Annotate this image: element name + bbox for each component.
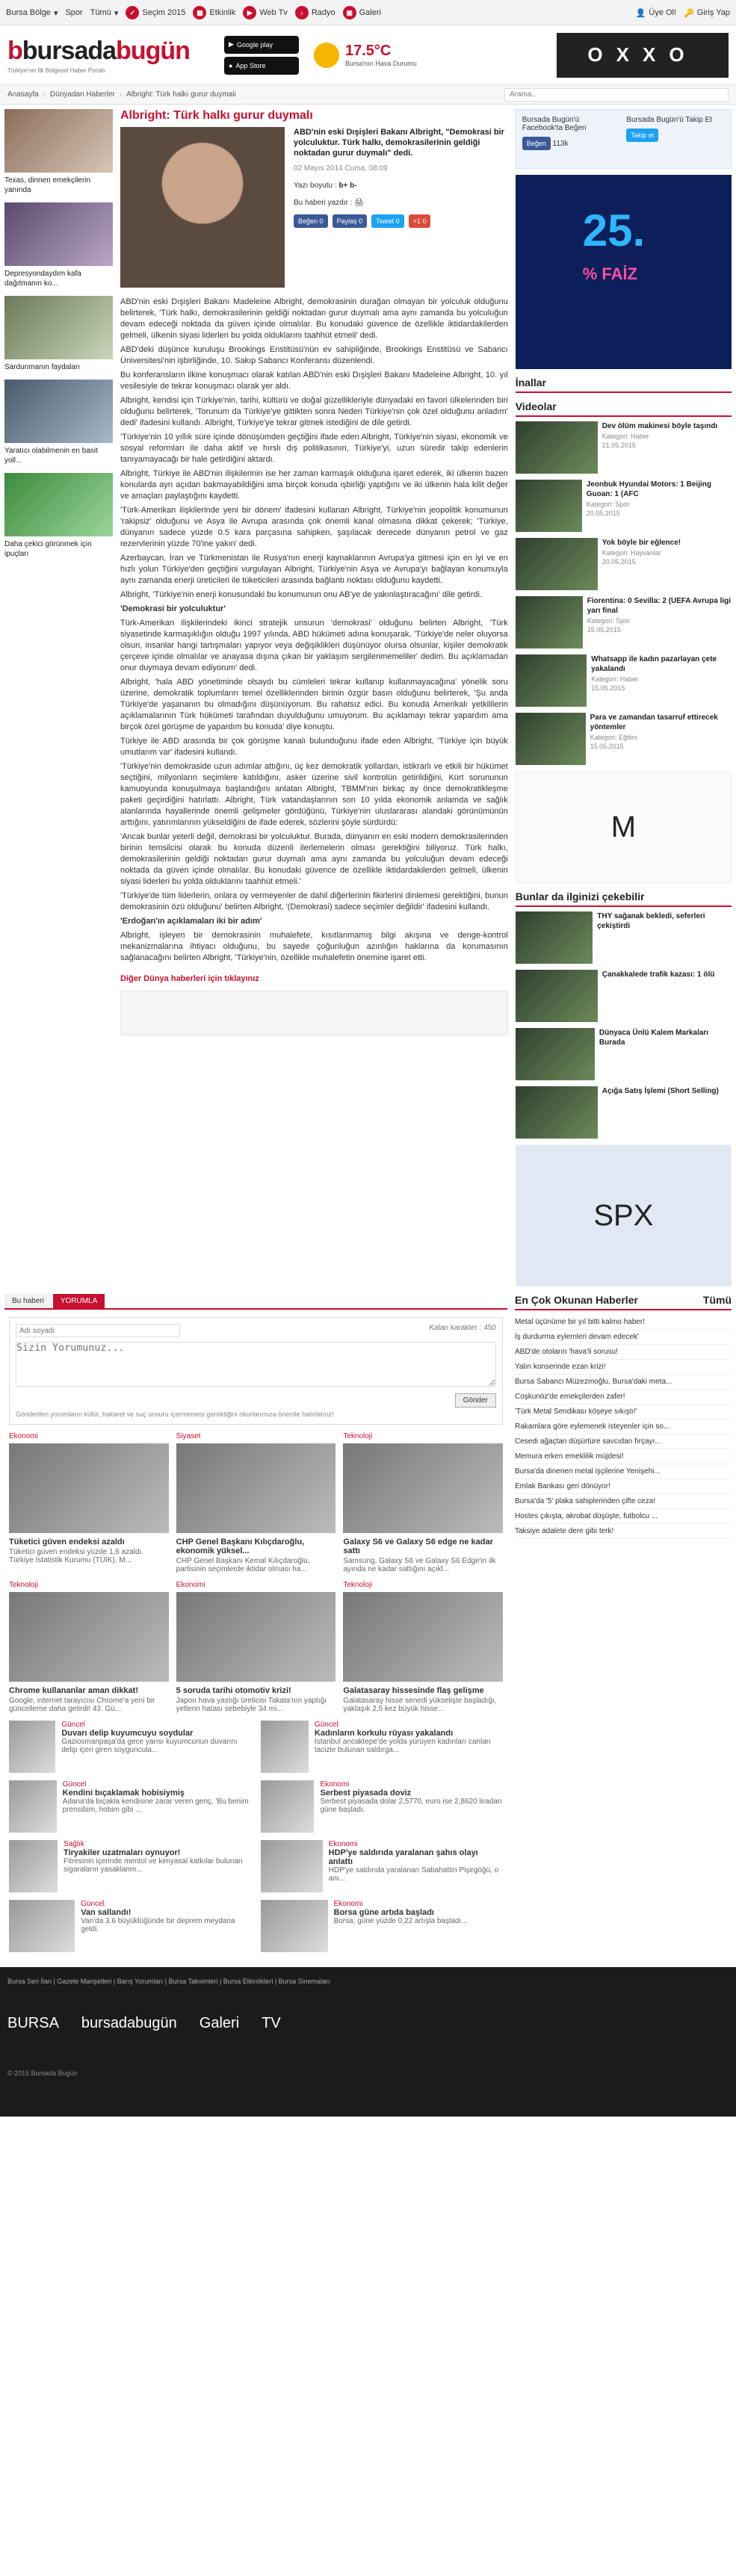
signup-link[interactable]: 👤 Üye Ol!: [635, 8, 677, 18]
section-inallar: İnallar: [516, 377, 732, 393]
news-card[interactable]: Teknoloji Galaxy S6 ve Galaxy S6 edge ne kadar sattı Samsung, Galaxy S6 ve Galaxy S6 Edge'in ilk ayında ne kadar sattığını açıkl...: [343, 1432, 503, 1573]
most-read-item[interactable]: Bursa'da dinenen metal işçilerine Yenişehi...: [515, 1464, 732, 1479]
news-thumbnail: [4, 202, 113, 266]
most-read-list: [515, 1287, 732, 1952]
most-read-item[interactable]: Metal üçünüme bir yıl bitti kalmo haber!: [515, 1315, 732, 1330]
video-item[interactable]: Fiorentina: 0 Sevilla: 2 (UEFA Avrupa ligi yarı final Kategori: Spor 15.05.2015: [516, 596, 732, 648]
most-read-item[interactable]: Memura erken emeklilik müjdesi!: [515, 1449, 732, 1464]
news-thumbnail: [9, 1780, 57, 1833]
video-item[interactable]: Jeonbuk Hyundai Motors: 1 Beijing Guoan: 1 (AFC Kategori: Spor 20.05.2015: [516, 480, 732, 532]
news-thumbnail: [261, 1900, 328, 1952]
ballot-icon: ✓: [126, 6, 139, 19]
side-news-item[interactable]: Sardunmanın faydaları: [4, 296, 113, 372]
chevron-down-icon: ▾: [114, 8, 119, 18]
sun-icon: [314, 43, 339, 68]
right-sidebar: [516, 109, 732, 1287]
article-title: Albright: Türk halkı gurur duymalı: [120, 109, 313, 122]
facebook-share-button[interactable]: Paylaş 0: [333, 214, 368, 228]
side-news-item[interactable]: Depresyondaydım kafa dağıtmanın ko...: [4, 202, 113, 288]
list-item[interactable]: Güncel Kadınların korkulu rüyası yakalandı İstanbul ancaktepe'de yolda yürüyen kadınları canları tacizle bulunan saldırga...: [261, 1721, 504, 1773]
most-read-item[interactable]: Cesedi ağaçtan düşürtüre savcıdan fırçayı...: [515, 1434, 732, 1449]
search-input[interactable]: [504, 88, 729, 102]
breadcrumb-home[interactable]: Anasayfa: [7, 90, 39, 99]
footer-links[interactable]: Bursa Seri İlan | Gazete Manşetleri | Barış Yorumları | Bursa Takvimleri | Bursa Etkinlikleri | Bursa Sinemaları: [7, 1978, 330, 1985]
suggest-thumbnail: [516, 1086, 598, 1139]
news-thumbnail: [9, 1900, 75, 1952]
nav-webtv[interactable]: ▶ Web Tv: [243, 6, 288, 19]
suggest-item[interactable]: Açığa Satış İşlemi (Short Selling): [516, 1086, 732, 1139]
gallery-icon: ▣: [343, 6, 356, 19]
footer-brand-bursadabugun[interactable]: bursadabugün: [81, 2015, 177, 2031]
social-buttons: [294, 214, 508, 228]
most-read-item[interactable]: İş durdurma eylemleri devam edecek': [515, 1330, 732, 1345]
login-icon: 🔑: [684, 8, 694, 18]
news-card[interactable]: Ekonomi 5 soruda tarihi otomotiv krizi! Japon hava yastığı üreticisi Takata'nın yaptığı yetlerin hatası sebebiyle 34 mi...: [176, 1581, 336, 1713]
side-news-item[interactable]: Texas, dinnen emekçilerin yanında: [4, 109, 113, 195]
suggest-thumbnail: [516, 970, 598, 1022]
sneaker-ad[interactable]: SPX: [516, 1145, 732, 1287]
most-read-item[interactable]: Rakamlara göre eylemenek isteyenler için so...: [515, 1419, 732, 1434]
bank-ad-banner[interactable]: 25. % FAİZ: [516, 175, 732, 369]
footer-brands: [7, 2015, 729, 2032]
top-bar: [0, 0, 736, 25]
comment-form: Adı soyadı Kalan karakter : 450 Sizin Yorumunuz... Gönder Gönderilen yorumların küfür, hakaret ve suç unsuru içermemesi gerektiğini okurlarımıza önemle hatırlatırız!: [9, 1317, 503, 1425]
news-thumbnail: [9, 1443, 169, 1533]
news-thumbnail: [9, 1721, 55, 1773]
most-read-title: En Çok Okunan Haberler: [515, 1294, 638, 1306]
related-link[interactable]: Diğer Dünya haberleri için tıklayınız: [120, 974, 259, 983]
news-thumbnail: [9, 1592, 169, 1682]
most-read-item[interactable]: Coşkunöz'de emekçilerden zafer!: [515, 1390, 732, 1405]
font-increase-button[interactable]: b+: [338, 182, 348, 190]
list-item[interactable]: Güncel Duvarı delip kuyumcuyu soydular Gaziosmanpaşa'da gece yarısı kuyumcunun duvarını delip içeri giren soyguncula...: [9, 1721, 252, 1773]
news-card[interactable]: Teknoloji Chrome kullananlar aman dikkat! Google, internet tarayıcısı Chrome'a yeni bir güncelleme daha getirdi! 43. Gü...: [9, 1581, 169, 1713]
news-list-row: [4, 1780, 507, 1833]
news-thumbnail: [4, 109, 113, 173]
nav-radyo[interactable]: ♪ Radyo: [295, 6, 335, 19]
nav-secim[interactable]: ✓ Seçim 2015: [126, 6, 185, 19]
font-size-control: Yazı boyutu : b+ b-: [294, 182, 357, 190]
news-thumbnail: [261, 1840, 323, 1892]
list-item[interactable]: Ekonomi HDP'ye saldırıda yaralanan şahıs olayı anlattı HDP'ye saldırıda yaralanan Sabahattin Pişirgöğü, o anı...: [261, 1840, 504, 1892]
most-read-item[interactable]: Bursa'da '5' plaka sahiplerinden çifte ceza!: [515, 1494, 732, 1509]
header-ad-banner[interactable]: OXXO: [557, 33, 729, 78]
video-thumbnail: [516, 480, 582, 532]
twitter-follow-button[interactable]: Takip et: [626, 129, 658, 142]
google-play-button[interactable]: ▶ Google play: [224, 36, 299, 54]
article-summary: ABD'nin eski Dışişleri Bakanı Albright, "Demokrasi bir yolculuktur. Türk halkı, demokrasilerinin geldiği noktadan gurur duymalı" dedi.: [294, 128, 504, 158]
site-logo[interactable]: bbursadabugün Türkiye'nin İlk Bölgesel Haber Portalı: [7, 36, 190, 74]
section-videolar: Videolar: [516, 400, 732, 417]
font-decrease-button[interactable]: b-: [350, 182, 357, 190]
name-input[interactable]: [16, 1324, 180, 1337]
login-link[interactable]: 🔑 Giriş Yap: [684, 8, 730, 18]
most-read-all-link[interactable]: Tümü: [702, 1294, 732, 1306]
list-item[interactable]: Ekonomi Borsa güne artıda başladı Borsa, güne yüzde 0,22 artışla başladı...: [261, 1900, 504, 1952]
facebook-like-button[interactable]: Beğen 0: [294, 214, 328, 228]
news-thumbnail: [4, 473, 113, 536]
social-follow-box: Bursada Bugün'ü Facebook'ta Beğen Beğen 113k Bursada Bugün'ü Takip Et Takip et: [516, 109, 732, 169]
comment-textarea[interactable]: [16, 1342, 496, 1387]
nav-spor[interactable]: Spor: [65, 8, 83, 17]
nav-etkinlik[interactable]: ▦ Etkinlik: [193, 6, 235, 19]
list-item[interactable]: Sağlık Tiryakiler uzatmaları oynuyor! Fitresinin içerinde mentol ve kimyasal katkılar bulunan sigaraların yasaklanm...: [9, 1840, 252, 1892]
list-item[interactable]: Güncel Kendini bıçaklamak hobisiymiş Adana'da bıçakla kendisine zarar veren genç, 'Bu benim prensibim, hobim gibi ...: [9, 1780, 252, 1833]
news-thumbnail: [343, 1592, 503, 1682]
article-body: ABD'nin eski Dışişleri Bakanı Madeleine Albright, demokrasinin durağan olmayan bir yolculuk olduğunu belirterek, 'Türk halkı, demokrasilerinin geldiği noktadan gurur duymalı ama aynı zamanda bu yolculuğun devam edeceği noktada da güven içinde olmalılar. Bu konudaki güvence de özellikle iktidardakilerden gelmeli, ülkenin siyasi liderleri bu yolda olduklarını taahhüt etmeli' dedi. ABD'deki düşünce kuruluşu Brookings Enstitüsü'nün ev sahipliğinde, Brookings Enstitüsü ve Sabancı Üniversitesi'nin işbirliğinde, 10. Sakıp Sabancı Konferansı düzenlendi. Bu konferansların ilkine konuşmacı olarak katılan ABD'nin eski Dışişleri Bakanı Madeleine Albright, 10. yıl vesilesiyle de tekrar konuşmacı olarak yer aldı. Albright, kendisi için Türkiye'nin, tarihi, kültürü ve doğal güzellikleriyle dünyadaki en favori ülkelerinden biri olduğunu belirterek, 'Torunum da Türkiye'ye gittikten sonra Neden Türkiye'nin çok özel olduğunu anladım' dedi' ifadesini kullandı. Albright, Türkiye'ye tekrar gitmek istediğini de dile getirdi. 'Türkiye'nin 10 yıllık süre içinde dönüşümden geçtiğini ifade eden Albright, Türkiye'nin siyasi, ekonomik ve sosyal reformları ile daha aktif ve hırslı dış politikasının, Türkiye'yi, uzun süredir takip edenlerin tanıyamayacağı bir hale getirdiğini aktardı. Albright, Türkiye ile ABD'nin ilişkilerinin ise her zaman karmaşık olduğuna işaret ederek, iki ülkenin bazen konularda ayrı açıdan bakmayabildiğini ama birçok konuda işbirliği yaptığını ve iki ülkenin hala kilit değer ve amaçları paylaştığını kaydetti. 'Türk-Amerikan ilişkilerinde yeni bir dönem' ifadesini kullanan Albright, Türkiye'nin jeopolitik konumunun 'rakipsiz' olduğunu ve Asya ile Avrupa arasında çok önemli kanal olmasına dikkat çekerek; 'Türkiye, dünyanın sadece yüzde 0.5 kara parçasına sahipken, şaşılacak derecede dünyanın petrol ve gaz rezervlerinin yüzde 70'ine yakın' dedi. Azerbaycan, İran ve Türkmenistan ile Rusya'nın enerji kaynaklarının Avrupa'ya gitmesi için en iyi ve en hızlı yolun Türkiye'den geçtiğini vurgulayan Albright, Türkiye'nin Asya ve Avrupa'yı bağlayan konumuyla aynı zamanda enerji üreticileri ile tüketicileri arasında bağlantı noktası olduğunu kaydetti. Albright, 'Türkiye'nin enerji konusundaki bu konumunun onu AB'ye de yakınlaştıracağını' dile getirdi. 'Demokrasi bir yolculuktur' Türk-Amerikan ilişkilerindeki ikinci stratejik unsurun 'demokrasi' olduğunu belirten Albright, 'Türk siyasetinde karmaşıklığın olduğu 1997 yılında, ABD hükümeti adına konuşarak, 'Türkiye'de neler oluyorsa olsun, insanlar hangi tartışmaları yapıyor veya değişiklikleri düşünüyor olursa olsunlar, kişiler demokratik çerçeve içinde olmalılar ve anayasa dışına çıkan bir yaklaşım sergilenmemeliler' dedim. Bu açıklamadan onur duymaya devam ediyorum' dedi. Albright, 'hala ABD yönetiminde olsaydı bu cümleleri tekrar kullanıp kullanmayacağına' yönelik soru üzerine, demokratik toplumların temel özelliklerinden birinin özgür basın olduğunu belirterek, 'Şu anda Türkiye'de yaşananın bu olmadığını düşünüyorum. Bu rahatsız edici. Bu konuda Amerikalı yetkililerin açıklamalarının Türk hükümeti tarafından duyulduğunu umuyorum. Bu açıklamayı tekrar yapardım ama birçok özel görüşme de yapardım bu konuda' diye konuştu. Türkiye ile ABD arasında bir çok görüşme kanalı bulunduğunu ifade eden Albright, 'Türkiye için büyük umutlarım var' ifadesini kullandı. 'Türkiye'nin demokraside uzun adımlar attığını, üç kez demokratik yollardan, istikrarlı ve etkili bir hükümet seçtiğini, milyonların seçimlere katıldığını, asker üzerine sivil kontrolün getirildiğini, Kürt sorununun kamuoyunda konuşulmaya başlandığını anlatan Albright, TBMM'nin birkaç ay önce demokratikleşme paketi geçirdiğini hatırlattı. Albright, Türk vatandaşlarının son 10 yılda ekonomik anlamda ve sağlık alanlarında hayallerinde önemli gelişmeler gördüğünü, Türkiye'nin uluslararası alandaki görünümünün arttığını, yatırımlarının yükseldiğini de ifade ederek, sözlerini şöyle sürdürdü: 'Ancak bunlar yeterli değil, demokrasi bir yolculuktur. Burada, dünyanın en eski modern demokrasilerinden birinin temsilcisi olarak bu konuda düzenli ilerlemelerin olması gerektiğini biliyoruz. Türk halkı, demokrasilerinin geldiği noktadan gurur duymalı ama aynı zamanda bu yolculuğun devam edeceği noktada da güven içinde olmalılar. Bu konudaki güvence de özellikle iktidardakilerden gelmeli, ülkenin siyasi liderleri bu yolda olduklarını taahhüt etmeli.' 'Türkiye'de tüm liderlerin, onlara oy vermeyenler de dahil diğerlerinin fikirlerini dinlemesi gerektiğini, bunun demokrasinin özü olduğunu' belirten Albright, '(Demokrasi) sadece seçimler değildir' ifadesini kullandı. 'Erdoğan'ın açıklamaları iki bir adım' Albright, işleyen bir demokrasinin muhalefete, kısıtlanmamış bilgi akışına ve denge-kontrol mekanizmalarına ihtiyacı olduğunu, bu sayede çoğunluğun azınlığın haklarına da korumasının sağlanacağını belirten Albright, 'Türkiye'nin, özellikle muhalefetin önemine işaret etti.: [120, 297, 508, 962]
most-read-item[interactable]: ABD'de otoların 'hava'li sorusu!: [515, 1345, 732, 1360]
news-grid: [4, 1432, 507, 1573]
print-control: Bu haberi yazdır : 🖨: [294, 199, 364, 207]
news-thumbnail: [4, 380, 113, 443]
article: [120, 109, 508, 1287]
play-icon: ▶: [229, 40, 234, 48]
brand-ad[interactable]: M: [516, 771, 732, 883]
video-thumbnail: [516, 538, 598, 590]
apple-icon: ●: [229, 61, 233, 69]
print-icon[interactable]: 🖨: [354, 199, 364, 207]
nav-galeri[interactable]: ▣ Galeri: [343, 6, 381, 19]
video-thumbnail: [516, 713, 586, 765]
news-thumbnail: [261, 1780, 315, 1833]
tv-icon: ▶: [243, 6, 256, 19]
suggest-thumbnail: [516, 1028, 595, 1080]
nav-tumu[interactable]: Tümü ▾: [90, 8, 119, 18]
most-read-item[interactable]: Emlak Bankası geri dönüyor!: [515, 1479, 732, 1494]
breadcrumb-category[interactable]: Dünyadan Haberler: [50, 90, 115, 99]
news-thumbnail: [343, 1443, 503, 1533]
region-selector[interactable]: Bursa Bölge ▾: [6, 8, 58, 18]
news-list-row: [4, 1840, 507, 1892]
news-card[interactable]: Teknoloji Galatasaray hissesinde flaş gelişme Galatasaray hisse senedi yükselişte başladığı, yaklaşık 2,5 kez büyük hisse...: [343, 1581, 503, 1713]
tweet-button[interactable]: Tweet 0: [371, 214, 404, 228]
suggest-item[interactable]: THY sağanak bekledi, seferleri çekiştirdi: [516, 911, 732, 964]
radio-icon: ♪: [295, 6, 309, 19]
most-read-item[interactable]: Bursa Sabancı Müzezmoğlu, Bursa'daki meta...: [515, 1375, 732, 1390]
video-thumbnail: [516, 421, 598, 474]
fb-page-like-button[interactable]: Beğen: [522, 137, 551, 150]
news-card[interactable]: Siyaset CHP Genel Başkanı Kılıçdaroğlu, ekonomik yüksel... CHP Genel Başkanı Kemal Kılıçdaroğlu, partisinin seçimlerde iktidar olması ha...: [176, 1432, 336, 1573]
news-thumbnail: [176, 1592, 336, 1682]
news-list-row: [4, 1721, 507, 1773]
video-item[interactable]: Whatsapp ile kadın pazarlayan çete yakalandı Kategori: Haber 15.05.2015: [516, 654, 732, 707]
footer-brand-tv[interactable]: TV: [262, 2015, 281, 2031]
breadcrumb: Anasayfa › Dünyadan Haberler › Albright: Türk halkı gurur duymalı Arama..: [0, 85, 736, 105]
news-thumbnail: [4, 296, 113, 359]
news-thumbnail: [176, 1443, 336, 1533]
video-thumbnail: [516, 654, 587, 707]
side-news-item[interactable]: Yaratıcı olabilmenin en basit yoll...: [4, 380, 113, 465]
google-plus-button[interactable]: +1 0: [409, 214, 431, 228]
site-footer: [0, 1967, 736, 2117]
section-ilginizi: Bunlar da ilginizi çekebilir: [516, 891, 732, 907]
video-item[interactable]: Yok böyle bir eğlence! Kategori: Hayvanlar 20.05.2015: [516, 538, 732, 590]
app-store-button[interactable]: ● App Store: [224, 57, 299, 75]
calendar-icon: ▦: [193, 6, 206, 19]
send-button[interactable]: Gönder: [455, 1393, 496, 1408]
video-thumbnail: [516, 596, 583, 648]
breadcrumb-current: Albright: Türk halkı gurur duymalı: [126, 90, 237, 99]
article-date: 02 Mayıs 2014 Cuma, 08:09: [294, 164, 388, 173]
list-item[interactable]: Güncel Van sallandı! Van'da 3.6 büyüklüğünde bir deprem meydana geldi.: [9, 1900, 252, 1952]
site-header: [0, 25, 736, 85]
article-photo: [120, 127, 285, 288]
suggest-item[interactable]: Dünyaca Ünlü Kalem Markaları Burada: [516, 1028, 732, 1080]
user-icon: 👤: [635, 8, 646, 18]
footer-brand-bursa[interactable]: BURSA: [7, 2015, 59, 2031]
news-list-row: [4, 1900, 507, 1952]
most-read-item[interactable]: Hostes çıkışta, akrobat düşüşte, futbolcu ...: [515, 1509, 732, 1524]
news-thumbnail: [261, 1721, 309, 1773]
video-item[interactable]: Para ve zamandan tasarruf ettirecek yöntemler Kategori: Eğitim 15.05.2015: [516, 713, 732, 765]
most-read-item[interactable]: Taksiye adalete dere gibi terk!: [515, 1524, 732, 1539]
news-grid: [4, 1581, 507, 1713]
side-news-item[interactable]: Daha çekici görünmek için ipuçları: [4, 473, 113, 559]
suggest-thumbnail: [516, 911, 593, 964]
weather-widget[interactable]: 17.5°C Bursa'nın Hava Durumu: [314, 43, 417, 68]
most-read-item[interactable]: 'Türk Metal Sendikası köşeye sıkıştı!': [515, 1405, 732, 1419]
footer-brand-galeri[interactable]: Galeri: [199, 2015, 240, 2031]
tab-bu-haberi[interactable]: Bu haberi: [4, 1294, 52, 1308]
list-item[interactable]: Ekonomi Serbest piyasada doviz Serbest piyasada dolar 2,5770, euro ise 2,8620 liradan güne başladı.: [261, 1780, 504, 1833]
chevron-down-icon: ▾: [53, 8, 58, 18]
copyright: © 2015 Bursada Bugün: [7, 2069, 78, 2077]
comment-tabs: [4, 1294, 507, 1310]
suggest-item[interactable]: Çanakkalede trafik kazası: 1 ölü: [516, 970, 732, 1022]
app-links: [224, 36, 299, 75]
left-sidebar: [4, 109, 113, 1287]
most-read-item[interactable]: Yalın konserinde ezan krizi!: [515, 1360, 732, 1375]
tab-yorumla[interactable]: YORUMLA: [53, 1294, 105, 1308]
video-item[interactable]: Dev ölüm makinesi böyle taşındı Kategori: Haber 21.05.2015: [516, 421, 732, 474]
sponsored-strip[interactable]: [120, 991, 508, 1035]
news-thumbnail: [9, 1840, 58, 1892]
news-card[interactable]: Ekonomi Tüketici güven endeksi azaldı Tüketici güven endeksi yüzde 1,6 azaldı. Türkiye İstatistik Kurumu (TÜİK), M...: [9, 1432, 169, 1573]
